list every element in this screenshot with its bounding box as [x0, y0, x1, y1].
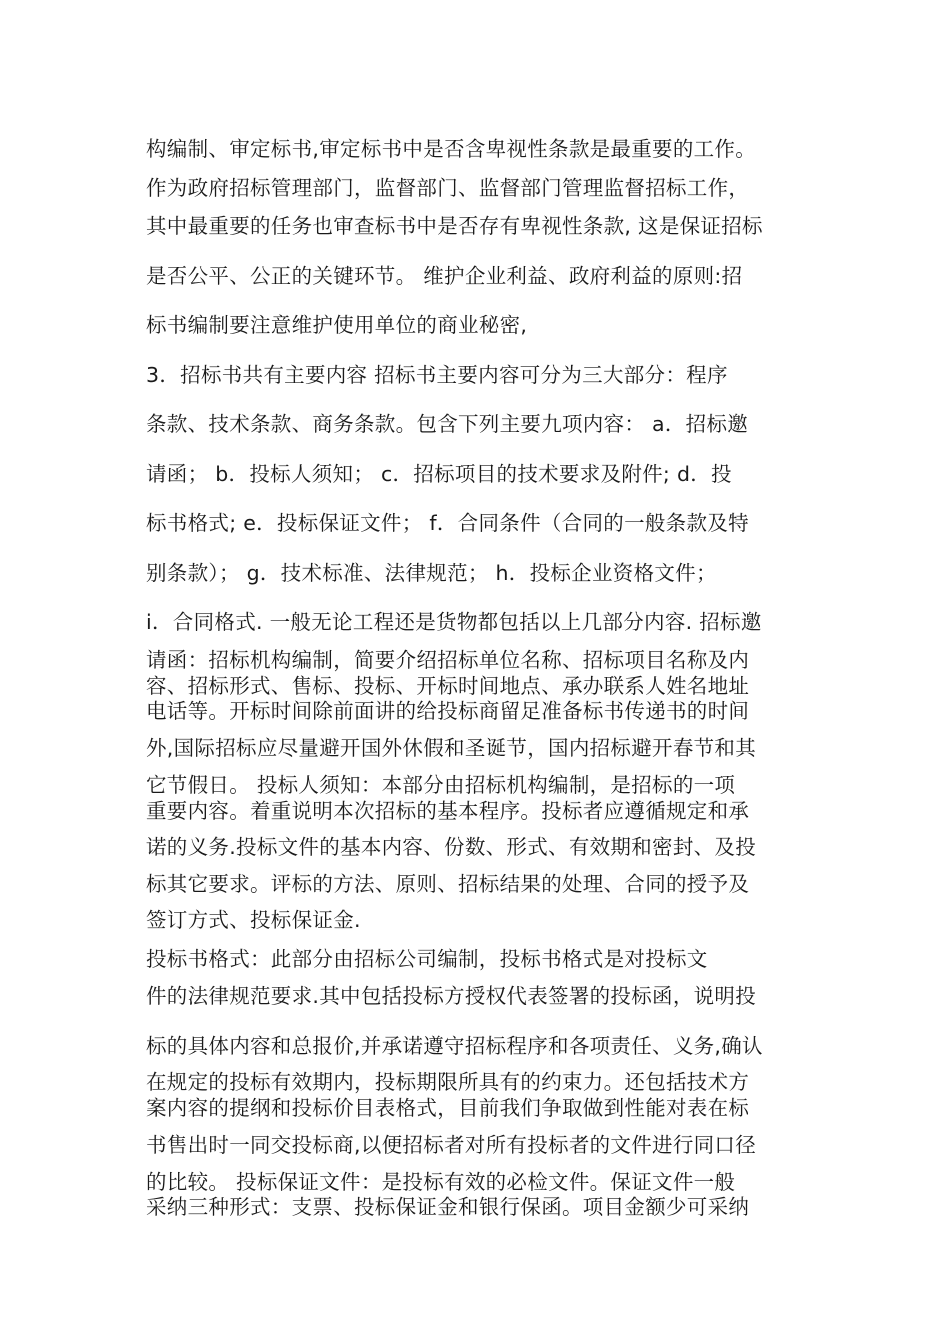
text-line: 签订方式、投标保证金.	[146, 908, 361, 932]
text-line: 投标书格式：此部分由招标公司编制，投标书格式是对投标文	[146, 947, 708, 971]
text-line: 采纳三种形式：支票、投标保证金和银行保函。项目金额少可采纳	[146, 1195, 750, 1219]
text-line: 容、招标形式、售标、投标、开标时间地点、承办联系人姓名地址	[146, 674, 750, 698]
text-line: 在规定的投标有效期内，投标期限所具有的约束力。还包括技术方	[146, 1070, 750, 1094]
text-line: 是否公平、公正的关键环节。 维护企业利益、政府利益的原则:招	[146, 264, 743, 288]
text-line: 重要内容。着重说明本次招标的基本程序。投标者应遵循规定和承	[146, 799, 750, 823]
text-line: 标书格式; e．投标保证文件； f．合同条件（合同的一般条款及特	[146, 511, 749, 535]
text-line: 标书编制要注意维护使用单位的商业秘密,	[146, 313, 528, 337]
text-line: 书售出时一同交投标商,以便招标者对所有投标者的文件进行同口径	[146, 1133, 757, 1157]
text-line: 作为政府招标管理部门，监督部门、监督部门管理监督招标工作，	[146, 176, 750, 200]
text-line: 请函； b．投标人须知； c．招标项目的技术要求及附件; d．投	[146, 462, 732, 486]
text-line: 电话等。开标时间除前面讲的给投标商留足准备标书传递书的时间	[146, 699, 750, 723]
text-line: 构编制、审定标书,审定标书中是否含卑视性条款是最重要的工作。	[146, 137, 757, 161]
text-line: 其中最重要的任务也审查标书中是否存有卑视性条款, 这是保证招标	[146, 214, 763, 238]
text-line: 件的法律规范要求.其中包括投标方授权代表签署的投标函，说明投	[146, 984, 757, 1008]
text-line: 外,国际招标应尽量避开国外休假和圣诞节，国内招标避开春节和其	[146, 736, 757, 760]
text-line: 条款、技术条款、商务条款。包含下列主要九项内容： a．招标邀	[146, 412, 749, 436]
text-line: 别条款）； g．技术标准、法律规范； h．投标企业资格文件；	[146, 561, 717, 585]
text-line: 标的具体内容和总报价,并承诺遵守招标程序和各项责任、义务,确认	[146, 1034, 763, 1058]
text-line: 案内容的提纲和投标价目表格式，目前我们争取做到性能对表在标	[146, 1096, 750, 1120]
text-line: 标其它要求。评标的方法、原则、招标结果的处理、合同的授予及	[146, 872, 750, 896]
text-line: 它节假日。 投标人须知：本部分由招标机构编制，是招标的一项	[146, 773, 736, 797]
text-line: 请函：招标机构编制，简要介绍招标单位名称、招标项目名称及内	[146, 648, 750, 672]
text-line: 诺的义务.投标文件的基本内容、份数、形式、有效期和密封、及投	[146, 835, 757, 859]
text-line: 3．招标书共有主要内容 招标书主要内容可分为三大部分：程序	[146, 363, 728, 387]
text-line: i．合同格式. 一般无论工程还是货物都包括以上几部分内容. 招标邀	[146, 610, 762, 634]
text-line: 的比较。 投标保证文件：是投标有效的必检文件。保证文件一般	[146, 1170, 736, 1194]
